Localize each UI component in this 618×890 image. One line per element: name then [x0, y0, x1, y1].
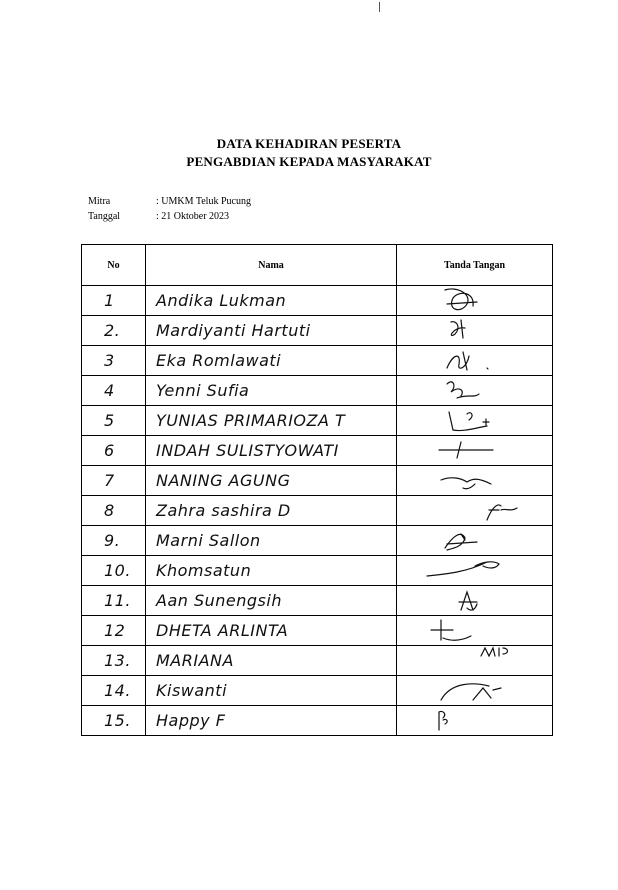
signature-scribble: [397, 616, 553, 645]
attendance-table: [81, 244, 553, 736]
row-number: [82, 646, 146, 676]
participant-name: [146, 646, 397, 676]
signature-cell: [397, 436, 553, 466]
participant-name-text: Happy F: [156, 711, 226, 730]
signature-cell: [397, 586, 553, 616]
participant-name-text: NANING AGUNG: [156, 471, 291, 490]
mitra-label: Mitra: [88, 196, 111, 207]
signature-cell: [397, 556, 553, 586]
row-number-text: 13.: [104, 651, 131, 670]
participant-name-text: Eka Romlawati: [156, 351, 282, 370]
participant-name-text: Zahra sashira D: [156, 501, 291, 520]
signature-scribble: [397, 346, 553, 375]
row-number: [82, 556, 146, 586]
participant-name: [146, 526, 397, 556]
row-number: [82, 346, 146, 376]
row-number-text: 4: [104, 381, 115, 400]
scan-mark: [379, 2, 380, 12]
table-header-row: [82, 245, 553, 286]
tanggal-line: [88, 211, 229, 222]
participant-name-text: DHETA ARLINTA: [156, 621, 289, 640]
row-number-text: 5: [104, 411, 115, 430]
participant-name: [146, 616, 397, 646]
participant-name-text: Andika Lukman: [156, 291, 287, 310]
row-number: [82, 286, 146, 316]
signature-scribble: [397, 676, 553, 705]
table-row: [82, 376, 553, 406]
participant-name: [146, 466, 397, 496]
signature-scribble: [397, 496, 553, 525]
participant-name: [146, 286, 397, 316]
participant-name-text: Khomsatun: [156, 561, 252, 580]
row-number-text: 14.: [104, 681, 131, 700]
table-row: [82, 436, 553, 466]
participant-name: [146, 706, 397, 736]
signature-scribble: [397, 646, 553, 675]
row-number-text: 11.: [104, 591, 131, 610]
table-row: [82, 286, 553, 316]
signature-cell: [397, 646, 553, 676]
participant-name: [146, 316, 397, 346]
row-number-text: 10.: [104, 561, 131, 580]
participant-name-text: Kiswanti: [156, 681, 228, 700]
participant-name: [146, 586, 397, 616]
tanggal-label: Tanggal: [88, 211, 121, 222]
table-row: [82, 556, 553, 586]
row-number-text: 8: [104, 501, 115, 520]
signature-scribble: [397, 316, 553, 345]
participant-name-text: Aan Sunengsih: [156, 591, 282, 610]
signature-scribble: [397, 406, 553, 435]
signature-scribble: [397, 706, 553, 735]
signature-cell: [397, 346, 553, 376]
participant-name-text: Yenni Sufia: [156, 381, 250, 400]
table-row: [82, 586, 553, 616]
participant-name: [146, 496, 397, 526]
signature-cell: [397, 616, 553, 646]
table-row: [82, 406, 553, 436]
table-row: [82, 346, 553, 376]
row-number-text: 6: [104, 441, 115, 460]
signature-cell: [397, 286, 553, 316]
participant-name: [146, 406, 397, 436]
signature-cell: [397, 526, 553, 556]
signature-scribble: [397, 376, 553, 405]
header-ttd: Tanda Tangan: [397, 245, 553, 286]
participant-name: [146, 556, 397, 586]
signature-cell: [397, 406, 553, 436]
document-subtitle: PENGABDIAN KEPADA MASYARAKAT: [186, 154, 432, 169]
row-number: [82, 436, 146, 466]
table-row: [82, 496, 553, 526]
signature-scribble: [397, 436, 553, 465]
row-number-text: 12: [104, 621, 126, 640]
signature-scribble: [397, 556, 553, 585]
participant-name-text: MARIANA: [156, 651, 234, 670]
header-nama: Nama: [146, 245, 397, 286]
mitra-line: [88, 196, 251, 207]
row-number: [82, 496, 146, 526]
table-row: [82, 526, 553, 556]
participant-name: [146, 346, 397, 376]
row-number-text: 3: [104, 351, 115, 370]
header-no: No: [82, 245, 146, 286]
row-number: [82, 676, 146, 706]
table-row: [82, 706, 553, 736]
signature-cell: [397, 316, 553, 346]
signature-cell: [397, 706, 553, 736]
row-number: [82, 616, 146, 646]
signature-scribble: [397, 586, 553, 615]
table-row: [82, 316, 553, 346]
signature-cell: [397, 376, 553, 406]
participant-name: [146, 436, 397, 466]
table-row: [82, 466, 553, 496]
tanggal-value: : 21 Oktober 2023: [156, 211, 230, 222]
participant-name-text: Mardiyanti Hartuti: [156, 321, 311, 340]
row-number-text: 15.: [104, 711, 131, 730]
row-number: [82, 466, 146, 496]
signature-cell: [397, 676, 553, 706]
signature-scribble: [397, 466, 553, 495]
participant-name-text: Marni Sallon: [156, 531, 261, 550]
row-number-text: 2.: [104, 321, 121, 340]
signature-scribble: [397, 286, 553, 315]
participant-name: [146, 376, 397, 406]
table-row: [82, 646, 553, 676]
table-row: [82, 676, 553, 706]
row-number: [82, 406, 146, 436]
participant-name-text: YUNIAS PRIMARIOZA T: [156, 411, 346, 430]
participant-name-text: INDAH SULISTYOWATI: [156, 441, 339, 460]
signature-scribble: [397, 526, 553, 555]
row-number: [82, 316, 146, 346]
mitra-value: : UMKM Teluk Pucung: [156, 196, 251, 207]
row-number-text: 1: [104, 291, 115, 310]
signature-cell: [397, 466, 553, 496]
row-number: [82, 586, 146, 616]
row-number-text: 9.: [104, 531, 121, 550]
row-number-text: 7: [104, 471, 115, 490]
document-title: DATA KEHADIRAN PESERTA: [216, 136, 402, 151]
table-row: [82, 616, 553, 646]
signature-cell: [397, 496, 553, 526]
row-number: [82, 376, 146, 406]
participant-name: [146, 676, 397, 706]
row-number: [82, 706, 146, 736]
row-number: [82, 526, 146, 556]
